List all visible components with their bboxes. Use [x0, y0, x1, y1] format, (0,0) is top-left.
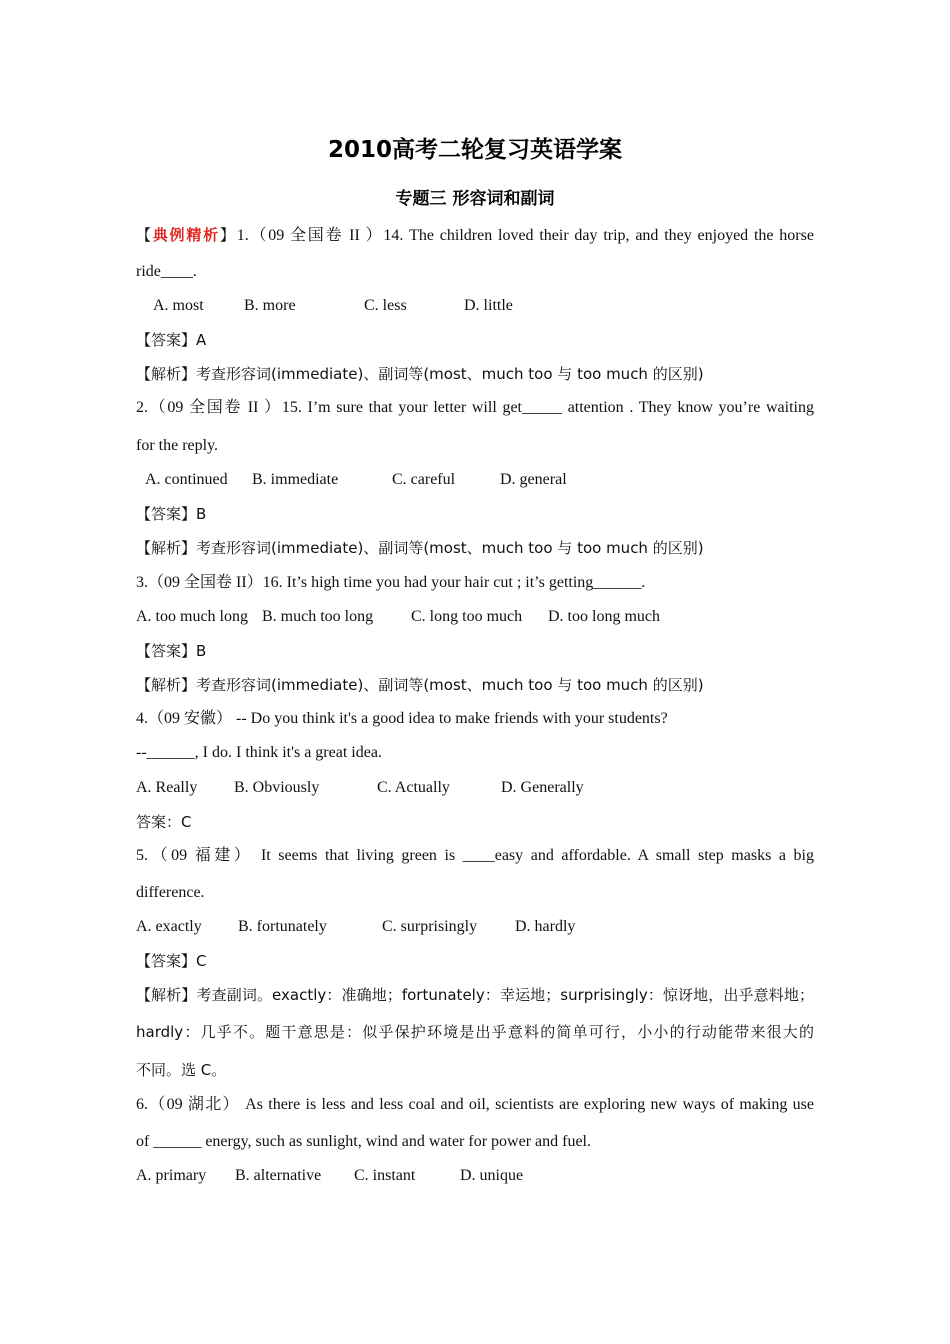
q6-option-b: B. alternative — [235, 1167, 322, 1184]
q4-option-b: B. Obviously — [234, 779, 320, 796]
q5-stem-line1: 5.（09 福建） It seems that living green is ____easy and affordable. A small step masks a big — [136, 847, 814, 864]
q1-stem-line2: ride____. — [136, 263, 197, 280]
q5-option-b: B. fortunately — [238, 918, 327, 935]
q5-analysis-line1: 【解析】考查副词。exactly：准确地；fortunately：幸运地；surprisingly：惊讶地，出乎意料地； — [136, 986, 814, 1004]
q5-answer: 【答案】C — [136, 952, 207, 970]
q2-option-a: A. continued — [145, 471, 228, 488]
q2-option-d: D. general — [500, 471, 567, 488]
q1-option-a: A. most — [153, 297, 204, 314]
q3-option-a: A. too much long — [136, 608, 248, 625]
q1-option-b: B. more — [244, 297, 296, 314]
q1-stem-line1: 【典例精析】1.（09 全国卷 II ）14. The children loved their day trip, and they enjoyed the horse — [136, 226, 814, 244]
q5-option-a: A. exactly — [136, 918, 202, 935]
q4-option-c: C. Actually — [377, 779, 450, 796]
q3-option-d: D. too long much — [548, 608, 660, 625]
q5-option-c: C. surprisingly — [382, 918, 478, 935]
q2-option-b: B. immediate — [252, 471, 339, 488]
q6-option-c: C. instant — [354, 1167, 416, 1184]
q1-option-d: D. little — [464, 297, 513, 314]
q3-analysis: 【解析】考查形容词(immediate)、副词等(most、much too 与 too much 的区别) — [136, 676, 704, 694]
example-analysis-tag: 典例精析 — [152, 226, 220, 244]
q1-answer: 【答案】A — [136, 331, 207, 349]
q5-analysis-line3: 不同。选 C。 — [136, 1061, 227, 1079]
q5-option-d: D. hardly — [515, 918, 576, 935]
q4-stem-line2: --______, I do. I think it's a great idea. — [136, 744, 382, 761]
document-title: 2010高考二轮复习英语学案 — [327, 137, 622, 163]
q3-stem-line1: 3.（09 全国卷 II）16. It’s high time you had your hair cut ; it’s getting______. — [136, 574, 646, 591]
q2-answer: 【答案】B — [136, 505, 207, 523]
q4-answer: 答案：C — [136, 813, 192, 831]
q6-option-a: A. primary — [136, 1167, 207, 1184]
q6-stem-line2: of ______ energy, such as sunlight, wind and water for power and fuel. — [136, 1133, 591, 1150]
q4-option-a: A. Really — [136, 779, 198, 796]
q3-answer: 【答案】B — [136, 642, 207, 660]
q5-analysis-line2: hardly：几乎不。题干意思是：似乎保护环境是出乎意料的简单可行，小小的行动能带来很大的 — [136, 1023, 814, 1041]
q1-analysis: 【解析】考查形容词(immediate)、副词等(most、much too 与 too much 的区别) — [136, 365, 704, 383]
q2-stem-line1: 2.（09 全国卷 II ）15. I’m sure that your letter will get_____ attention . They know you’re waiting — [136, 399, 814, 416]
q5-stem-line2: difference. — [136, 884, 205, 901]
q6-option-d: D. unique — [460, 1167, 524, 1184]
document-subtitle: 专题三 形容词和副词 — [395, 189, 555, 209]
q2-stem-line2: for the reply. — [136, 437, 219, 454]
q4-option-d: D. Generally — [501, 779, 584, 796]
q3-option-c: C. long too much — [411, 608, 523, 625]
q2-analysis: 【解析】考查形容词(immediate)、副词等(most、much too 与 too much 的区别) — [136, 539, 704, 557]
q2-option-c: C. careful — [392, 471, 456, 488]
q1-option-c: C. less — [364, 297, 407, 314]
q3-option-b: B. much too long — [262, 608, 374, 625]
q6-stem-line1: 6.（09 湖北） As there is less and less coal and oil, scientists are exploring new ways of making use — [136, 1096, 814, 1113]
q4-stem-line1: 4.（09 安徽） -- Do you think it's a good idea to make friends with your students? — [136, 710, 668, 727]
